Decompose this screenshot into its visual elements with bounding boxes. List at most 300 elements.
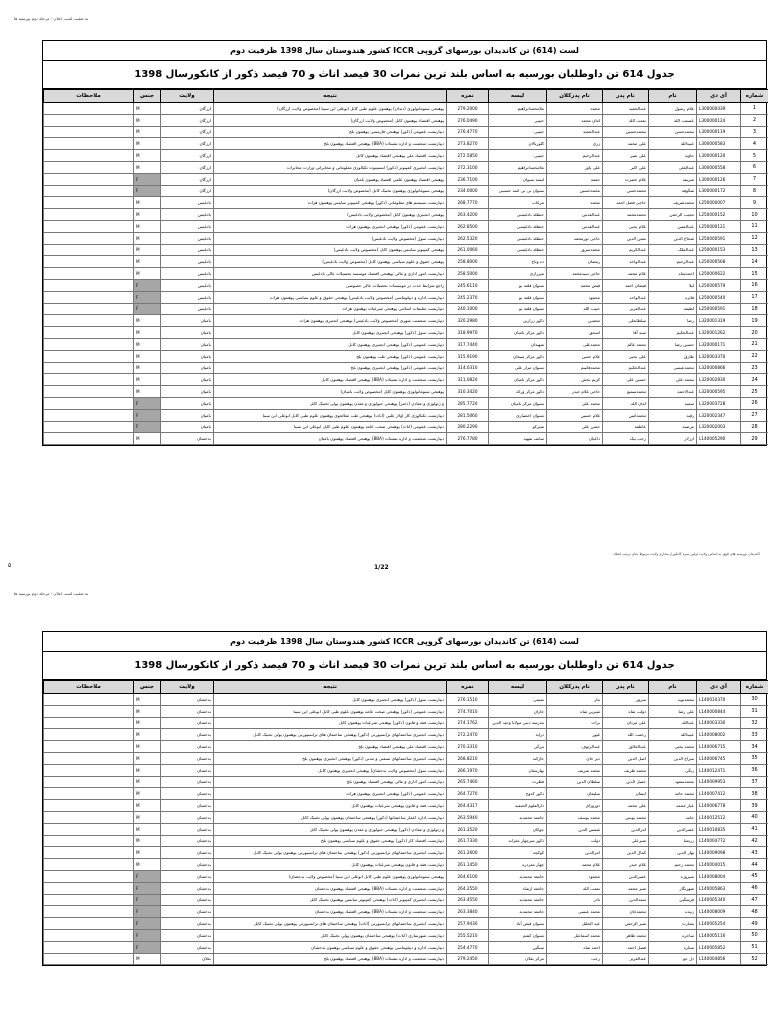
cell-f: علی اکبر <box>603 161 649 173</box>
cell-n: 15 <box>741 268 768 280</box>
cell-s: ذکور کدوج <box>489 788 547 800</box>
list-frame <box>42 40 767 446</box>
cell-g: محمود <box>547 291 603 303</box>
cell-id: L140004856 <box>697 953 741 965</box>
cell-res: دیپارتمنت اداره اعمار ساختمانها (ذکور) پوهنحی ساختمان پوهنتون پولی تخنیک کابل <box>214 811 447 823</box>
column-header: نتیجه <box>214 681 447 694</box>
cell-name: عبیدالله <box>649 138 697 150</box>
table-row <box>44 823 768 835</box>
cell-name: محمد حامد <box>649 788 697 800</box>
cell-g: محمدقاسم <box>547 362 603 374</box>
cell-sex: M <box>134 338 161 350</box>
column-header: شماره <box>741 90 768 103</box>
cell-sex: M <box>134 220 161 232</box>
cell-id: L140008004 <box>697 870 741 882</box>
cell-remarks <box>44 232 134 244</box>
cell-name: عبدالاحمد <box>649 386 697 398</box>
cell-remarks <box>44 138 134 150</box>
cell-sex: M <box>134 764 161 776</box>
cell-sex: M <box>134 717 161 729</box>
cell-sex: M <box>134 741 161 753</box>
cell-sex: F <box>134 870 161 882</box>
cell-sex: M <box>134 386 161 398</box>
cell-n: 43 <box>741 847 768 859</box>
cell-sex: F <box>134 941 161 953</box>
cell-f: علی مردان <box>603 717 649 729</box>
cell-name: رضا <box>649 315 697 327</box>
cell-prov: بادغیس <box>161 279 214 291</box>
cell-score: 258.5000 <box>447 268 489 280</box>
cell-s: چهار مغزدره <box>489 859 547 871</box>
cell-remarks <box>44 741 134 753</box>
cell-sex: F <box>134 906 161 918</box>
table-row <box>44 694 768 706</box>
table-row <box>44 918 768 930</box>
cell-s: ذکور زرارین <box>489 315 547 327</box>
cell-prov: ارزگان <box>161 138 214 150</box>
table-row <box>44 800 768 812</box>
cell-g: دیر خان <box>547 752 603 764</box>
cell-s: نسوان قلعه نو <box>489 279 547 291</box>
cell-prov: بادغیس <box>161 291 214 303</box>
cell-score: 266.1970 <box>447 764 489 776</box>
cell-sex: F <box>134 303 161 315</box>
cell-res: دیپارتمنت اداره و دیپلوماسی پوهنحی حقوق و علوم سیاسی پوهنتون بدخشان <box>214 941 447 953</box>
column-header: آی دی <box>697 681 741 694</box>
cell-id: L300000558 <box>697 161 741 173</box>
table-row <box>44 362 768 374</box>
cell-res: دیپارتمنت انجنیری ساختمانهای ترانسپورتی (ذکور) پوهنحی ساختمان های ترانسپورتی پوهنتون پولی تخنیک کابل <box>214 847 447 859</box>
cell-score: 263.5940 <box>447 811 489 823</box>
cell-score: 280.2290 <box>447 421 489 433</box>
table-row <box>44 244 768 256</box>
column-header: لیسه <box>489 90 547 103</box>
cell-id: L140008002 <box>697 729 741 741</box>
cell-prov: بادغیس <box>161 197 214 209</box>
cell-res: دیپارتمنت منجمنت و اداره تشبثات (BBA) پوهنحی اقتصاد پوهنتون بدخشان <box>214 906 447 918</box>
cell-sex: M <box>134 729 161 741</box>
cell-id: L250000153 <box>697 244 741 256</box>
cell-remarks <box>44 929 134 941</box>
cell-res: دیپارتمنت امور اداری و مالی پوهنحی اقتصاد پوهنتون بلخ <box>214 776 447 788</box>
cell-score: 261.0060 <box>447 244 489 256</box>
cell-prov: بدخشان <box>161 811 214 823</box>
cell-prov: بامیان <box>161 327 214 339</box>
cell-score: 285.7720 <box>447 397 489 409</box>
cell-f: ایشان <box>603 788 649 800</box>
cell-sex: M <box>134 327 161 339</box>
cell-n: 37 <box>741 776 768 788</box>
cell-res: دیپارتمنت سول (مخصوص ولایت بادغیس) <box>214 232 447 244</box>
cell-n: 31 <box>741 705 768 717</box>
cell-prov: بامیان <box>161 350 214 362</box>
cell-n: 32 <box>741 717 768 729</box>
cell-res: دیپارتمنت منجمنت و اداره تشبثات (BBA) پوهنحی اقتصاد پوهنتون کابل <box>214 374 447 386</box>
cell-f: محمدسمیع <box>603 386 649 398</box>
cell-sex: F <box>134 279 161 291</box>
cell-g: دولت <box>547 835 603 847</box>
cell-s: خاران <box>489 705 547 717</box>
cell-id: L300000124 <box>697 114 741 126</box>
cell-name: احمدشاه <box>649 268 697 280</box>
table-row <box>44 185 768 197</box>
cell-prov: بادغیس <box>161 209 214 221</box>
cell-f: غلام یحیی <box>603 220 649 232</box>
cell-name: محمد علی <box>649 374 697 386</box>
cell-name: عبدالحکیم <box>649 327 697 339</box>
cell-remarks <box>44 315 134 327</box>
cell-f: عبدالواحد <box>603 256 649 268</box>
column-header: آی دی <box>697 90 741 103</box>
cell-g: شیرین شاه <box>547 705 603 717</box>
cell-g: عبدالحمید <box>547 126 603 138</box>
column-header: نمره <box>447 90 489 103</box>
table-body <box>44 694 768 965</box>
cell-res: دیپارتمنت تعلیمات اسلامی پوهنحی شرعیات پوهنتون هرات <box>214 303 447 315</box>
cell-sex: M <box>134 752 161 764</box>
cell-s: شهیدان <box>489 338 547 350</box>
cell-g: محمد <box>547 103 603 115</box>
cell-n: 26 <box>741 397 768 409</box>
cell-prov: بادغیس <box>161 256 214 268</box>
cell-res: و ژئولوژی و معادن (ذکور) پوهنحی جیولوژی و معدن پوهنتون پولی تخنیک کابل <box>214 823 447 835</box>
cell-name: مجیب الرحمن <box>649 209 697 221</box>
cell-res: دیپارتمنت عمومی (ذکور) پوهنحی انجنیری پوهنتون کابل <box>214 338 447 350</box>
cell-score: 273.8270 <box>447 138 489 150</box>
column-header: ملاحظات <box>44 681 134 694</box>
cell-name: حسین رضا <box>649 338 697 350</box>
cell-prov: بدخشان <box>161 788 214 800</box>
cell-g: محمد <box>547 197 603 209</box>
cell-s: نسوان قلعه نو <box>489 291 547 303</box>
cell-name: عبدالله <box>649 717 697 729</box>
cell-score: 234.0000 <box>447 185 489 197</box>
cell-prov: بغلان <box>161 953 214 965</box>
cell-n: 11 <box>741 220 768 232</box>
cell-g: عبدالرحیم <box>547 150 603 162</box>
cell-id: L140004015 <box>697 859 741 871</box>
table-title: جدول 614 تن داوطلبان بورسیه به اساس بلند ترین نمرات 30 فیصد اناث و 70 فیصد ذکور از کانکورسال 1398 <box>43 652 766 680</box>
cell-s: تیرگی <box>489 741 547 753</box>
cell-score: 272.2470 <box>447 729 489 741</box>
cell-f: امرالدین <box>603 823 649 835</box>
cell-sex: M <box>134 114 161 126</box>
cell-res: پوهنحی ستوماتولوژی پوهنتون علوم طبی کابل ابوعلی ابن سینا (مخصوص ولایت بدخشان) <box>214 870 447 882</box>
cell-sex: M <box>134 835 161 847</box>
cell-remarks <box>44 764 134 776</box>
cell-id: L250000591 <box>697 303 741 315</box>
cell-id: L300000119 <box>697 126 741 138</box>
table-row <box>44 327 768 339</box>
cell-f: محمد عالم <box>603 338 649 350</box>
table-row <box>44 421 768 433</box>
cell-sex: M <box>134 103 161 115</box>
cell-res: دیپارتمنت منجمنت و اداره تشبثات (BBA) پوهنحی اقتصاد پوهنتون بامیان <box>214 433 447 445</box>
cell-res: دیپارتمنت عمومی (ذکور) پوهنحی فارمسی پوهنتون بلخ <box>214 126 447 138</box>
cell-score: 274.1762 <box>447 717 489 729</box>
cell-prov: بدخشان <box>161 705 214 717</box>
cell-score: 261.2600 <box>447 847 489 859</box>
cell-name: شگوفه <box>649 185 697 197</box>
cell-n: 51 <box>741 941 768 953</box>
cell-name: فرشگین <box>649 894 697 906</box>
table-row <box>44 788 768 800</box>
cell-n: 14 <box>741 256 768 268</box>
cell-score: 255.5210 <box>447 929 489 941</box>
cell-g: محمد عیسی <box>547 906 603 918</box>
cell-n: 7 <box>741 173 768 185</box>
cell-g: زری <box>547 138 603 150</box>
cell-prov: ارزگان <box>161 173 214 185</box>
cell-s: سنگین <box>489 941 547 953</box>
cell-s: سانف شهید <box>489 433 547 445</box>
cell-name: محمدحسن <box>649 126 697 138</box>
cell-score: 274.7010 <box>447 705 489 717</box>
table-row <box>44 291 768 303</box>
cell-remarks <box>44 256 134 268</box>
cell-prov: بامیان <box>161 386 214 398</box>
table-header <box>44 681 768 694</box>
cell-g: حاجی غلام حیدر <box>547 386 603 398</box>
table-row <box>44 717 768 729</box>
cell-prov: ارزگان <box>161 185 214 197</box>
cell-res: دیپارتمنت انجنیری ساختمانهای ترانسپورتی (ذکور) پوهنحی ساختمان های ترانسپورتی پوهنتون پولی تخنیک کابل <box>214 729 447 741</box>
cell-prov: بدخشان <box>161 776 214 788</box>
cell-sex: M <box>134 150 161 162</box>
cell-remarks <box>44 870 134 882</box>
cell-prov: بدخشان <box>161 729 214 741</box>
cell-prov: بادغیس <box>161 220 214 232</box>
cell-remarks <box>44 303 134 315</box>
cell-id: L250000007 <box>697 197 741 209</box>
cell-id: L250000622 <box>697 268 741 280</box>
cell-res: دیپارتمنت سول (مخصوص ولایت بدخشان) پوهنحی انجنیری پوهنتون کابل <box>214 764 447 776</box>
document-page-2 <box>0 575 768 1024</box>
cell-id: L140005116 <box>697 929 741 941</box>
cell-name: سمیه <box>649 397 697 409</box>
cell-s: نسوان اختصاری <box>489 409 547 421</box>
cell-remarks <box>44 847 134 859</box>
cell-sex: F <box>134 409 161 421</box>
cell-score: 245.2370 <box>447 291 489 303</box>
cell-n: 33 <box>741 729 768 741</box>
cell-g: علی یاور <box>547 161 603 173</box>
cell-score: 236.7100 <box>447 173 489 185</box>
cell-id: L140005254 <box>697 918 741 930</box>
column-header: جنس <box>134 681 161 694</box>
cell-id: L140008009 <box>697 906 741 918</box>
cell-n: 6 <box>741 161 768 173</box>
table-row <box>44 705 768 717</box>
cell-score: 262.5320 <box>447 232 489 244</box>
cell-prov: بادغیس <box>161 303 214 315</box>
cell-res: دیپارتمنت سول (ذکور) پوهنحی انجنیری پوهنتون کابل <box>214 694 447 706</box>
cell-g: نعمت الله <box>547 882 603 894</box>
cell-id: L320002830 <box>697 374 741 386</box>
cell-f: شیر محمد <box>603 882 649 894</box>
cell-s: حبیبی <box>489 126 547 138</box>
cell-f: عبدالعزیز <box>603 303 649 315</box>
cell-score: 245.6110 <box>447 279 489 291</box>
cell-f: دولت شاه <box>603 705 649 717</box>
cell-g: حاجی نورمحمد <box>547 232 603 244</box>
cell-g: محمدسرور <box>547 244 603 256</box>
cell-g: سلطان الدین <box>547 776 603 788</box>
cell-res: پوهنحی اقتصاد پوهنتون علمی اقتصاد پوهنتون بامیان <box>214 173 447 185</box>
cell-res: راجع شرایط جذب در موسسات تحصیلات عالی خصوصی <box>214 279 447 291</box>
cell-score: 261.7330 <box>447 835 489 847</box>
cell-n: 12 <box>741 232 768 244</box>
cell-remarks <box>44 717 134 729</box>
cell-prov: بدخشان <box>161 894 214 906</box>
cell-name: حامد <box>649 811 697 823</box>
cell-g: احمد شاه <box>547 941 603 953</box>
cell-id: L140006778 <box>697 800 741 812</box>
cell-score: 258.8000 <box>447 256 489 268</box>
cell-res: دیپارتمنت انجنیری کمپیوتر (ذکور) انستیتوت تکنالوژی معلوماتی و مخابراتی وزارت مخابرات <box>214 161 447 173</box>
cell-s: حنظله بادغیسی <box>489 244 547 256</box>
cell-name: عبیدالله <box>649 729 697 741</box>
cell-f: نعمت الله <box>603 114 649 126</box>
cell-remarks <box>44 859 134 871</box>
cell-score: 240.1000 <box>447 303 489 315</box>
cell-sex: M <box>134 694 161 706</box>
top-note: به تعقیب لست اعلان - مرحله دوم بورسیه ها <box>14 16 89 21</box>
cell-name: عصرالدین <box>649 823 697 835</box>
cell-score: 276.0490 <box>447 114 489 126</box>
cell-id: L300000439 <box>697 103 741 115</box>
cell-f: محمدمحمد <box>603 209 649 221</box>
cell-prov: بدخشان <box>161 823 214 835</box>
cell-s: ذکور مرکز بامیان <box>489 374 547 386</box>
cell-sex: M <box>134 256 161 268</box>
cell-res: دیپارتمنت منجمنت و اداره تشبثات (BBA) پوهنحی اقتصاد پوهنتون بلخ <box>214 953 447 965</box>
cell-n: 21 <box>741 338 768 350</box>
cell-remarks <box>44 835 134 847</box>
cell-g: محمدحسین <box>547 185 603 197</box>
cell-id: L140005863 <box>697 882 741 894</box>
table-row <box>44 811 768 823</box>
cell-remarks <box>44 397 134 409</box>
cell-remarks <box>44 126 134 138</box>
cell-g: حسن علی <box>547 421 603 433</box>
cell-f: محمدخان <box>603 906 649 918</box>
cell-score: 276.4770 <box>447 126 489 138</box>
cell-name: منیروزه <box>649 870 697 882</box>
cell-remarks <box>44 173 134 185</box>
cell-f: امان الله <box>603 397 649 409</box>
cell-g: امان محمد <box>547 114 603 126</box>
cell-id: L250000579 <box>697 279 741 291</box>
cell-remarks <box>44 953 134 965</box>
page-number: 1/22 <box>374 564 389 571</box>
cell-name: محمدشریف <box>649 197 697 209</box>
cell-res: دیپارتمنت منجمنت و اداره تشبثات (BBA) پوهنحی اقتصاد پوهنتون بدخشان <box>214 882 447 894</box>
cell-id: L140006715 <box>697 741 741 753</box>
cell-id: L140009098 <box>697 847 741 859</box>
cell-f: غلام حضرت <box>603 173 649 185</box>
cell-name: زنگی <box>649 764 697 776</box>
cell-name: عبدالرحیم <box>649 256 697 268</box>
cell-f: محمد یونس <box>603 811 649 823</box>
cell-res: دیپارتمنت فقه و قانون پوهنحی شرعیات پوهنتون کابل <box>214 859 447 871</box>
cell-s: لیسه نسوان <box>489 173 547 185</box>
cell-res: دیپارتمنت عمومی (ذکور) پوهنحی انجنیری پوهنتون هرات <box>214 220 447 232</box>
cell-n: 20 <box>741 327 768 339</box>
table-row <box>44 752 768 764</box>
cell-sex: M <box>134 776 161 788</box>
table-row <box>44 338 768 350</box>
cell-id: L320002003 <box>697 421 741 433</box>
cell-prov: بدخشان <box>161 694 214 706</box>
cell-s: حبیبی <box>489 150 547 162</box>
cell-f: عبدالکریم <box>603 244 649 256</box>
cell-res: دیپارتمنت فقه و قانون پوهنحی شرعیات پوهنتون کابل <box>214 800 447 812</box>
cell-n: 27 <box>741 409 768 421</box>
cell-remarks <box>44 694 134 706</box>
cell-remarks <box>44 823 134 835</box>
cell-g: نادر <box>547 894 603 906</box>
cell-f: جمیل الدین <box>603 776 649 788</box>
cell-sex: F <box>134 421 161 433</box>
table-row <box>44 741 768 753</box>
cell-f: سرور <box>603 694 649 706</box>
cell-res: پوهنحی اقتصاد پوهنتون کابل (مخصوص ولایت ارزگان) <box>214 114 447 126</box>
cell-res: دیپارتمنت سول (ذکور) پوهنحی انجنیری پوهنتون کابل <box>214 327 447 339</box>
cell-sex: M <box>134 433 161 445</box>
cell-name: شهرنگار <box>649 882 697 894</box>
cell-sex: M <box>134 232 161 244</box>
cell-sex: F <box>134 185 161 197</box>
table-row <box>44 126 768 138</box>
cell-score: 317.7440 <box>447 338 489 350</box>
cell-n: 38 <box>741 788 768 800</box>
cell-n: 1 <box>741 103 768 115</box>
cell-prov: بامیان <box>161 338 214 350</box>
cell-n: 49 <box>741 918 768 930</box>
cell-id: L140010370 <box>697 694 741 706</box>
cell-name: فائزه <box>649 291 697 303</box>
cell-s: مرکز بغلان <box>489 953 547 965</box>
cell-f: حاجی فضل احمد <box>603 197 649 209</box>
cell-s: ذکور سرچهار مغزانه <box>489 835 547 847</box>
cell-f: فضل احمد <box>603 941 649 953</box>
cell-remarks <box>44 279 134 291</box>
cell-remarks <box>44 941 134 953</box>
cell-name: محمدعیسی <box>649 362 697 374</box>
cell-remarks <box>44 268 134 280</box>
cell-score: 268.8210 <box>447 752 489 764</box>
cell-remarks <box>44 197 134 209</box>
cell-g: محسن <box>547 315 603 327</box>
cell-name: شریفه <box>649 173 697 185</box>
cell-id: L300000172 <box>697 185 741 197</box>
table-row <box>44 256 768 268</box>
cell-remarks <box>44 209 134 221</box>
table-row <box>44 941 768 953</box>
cell-n: 18 <box>741 303 768 315</box>
cell-remarks <box>44 386 134 398</box>
cell-name: عبدالعلی <box>649 161 697 173</box>
cell-name: شجاع الدین <box>649 232 697 244</box>
cell-g: غلام محمد <box>547 859 603 871</box>
cell-n: 24 <box>741 374 768 386</box>
cell-f: رجب بیک <box>603 433 649 445</box>
table-row <box>44 268 768 280</box>
cell-f: علی محمد <box>603 800 649 812</box>
cell-n: 47 <box>741 894 768 906</box>
cell-id: L250000152 <box>697 209 741 221</box>
